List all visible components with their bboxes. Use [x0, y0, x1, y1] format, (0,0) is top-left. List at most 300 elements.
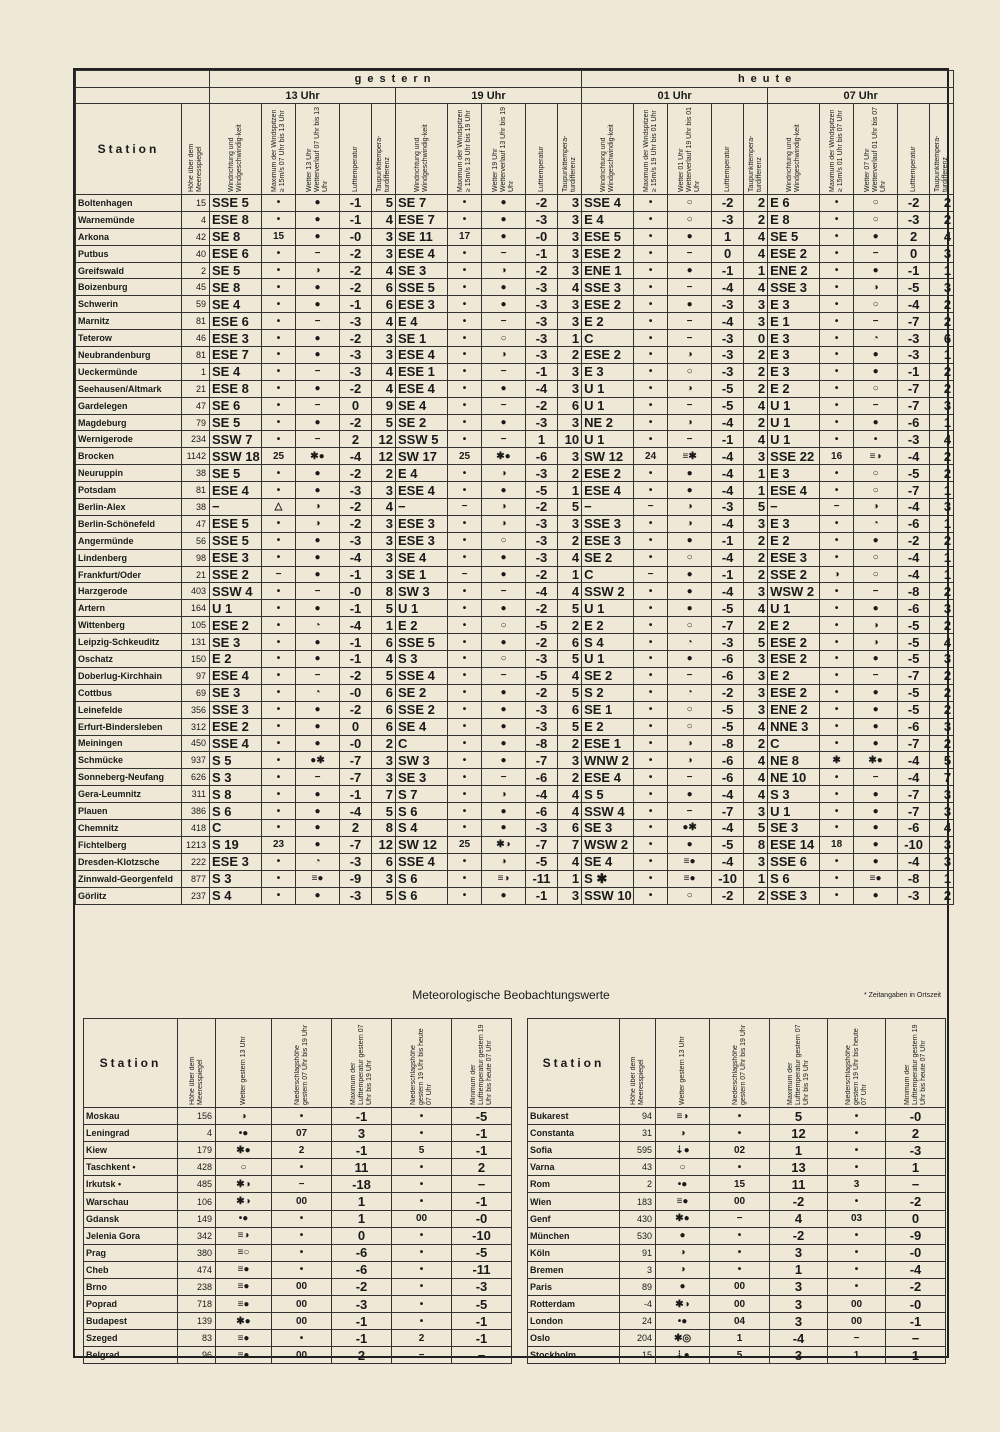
g19-windspitze: 17 — [448, 228, 482, 245]
g13-lufttemperatur: -4 — [340, 549, 372, 566]
h01-lufttemperatur: -3 — [712, 363, 744, 380]
h07-wind: U 1 — [768, 397, 820, 414]
table-row — [528, 1278, 946, 1295]
g19-wetter: ● — [482, 752, 526, 769]
h01-windspitze: • — [634, 313, 668, 330]
g13-wind: ESE 6 — [210, 313, 262, 330]
h01-wind: S 5 — [582, 786, 634, 803]
station-height: 403 — [182, 583, 210, 600]
g13-wetter: ● — [296, 718, 340, 735]
g19-wetter: ◑ — [482, 786, 526, 803]
h01-wind: S 4 — [582, 634, 634, 651]
g13-wetter: ◔ — [296, 684, 340, 701]
h07-windspitze: • — [820, 853, 854, 870]
station-height: 15 — [620, 1347, 656, 1364]
h01-wind: S 2 — [582, 684, 634, 701]
h07-windspitze: • — [820, 583, 854, 600]
g19-lufttemperatur: -1 — [526, 887, 558, 904]
g19-taupunktdifferenz: 2 — [558, 465, 582, 482]
maximum-temperatur: -1 — [332, 1313, 392, 1330]
table-row — [84, 1159, 512, 1176]
g19-wind: S 6 — [396, 870, 448, 887]
g13-windspitze: • — [262, 634, 296, 651]
g13-lufttemperatur: -9 — [340, 870, 372, 887]
station-name: Cottbus — [76, 684, 182, 701]
g13-wetter: ◔ — [296, 617, 340, 634]
col-header-3: Niederschlagshöhe gestern 07 Uhr bis 19 Uhr — [272, 1019, 332, 1108]
station-name: Constanta — [528, 1125, 620, 1142]
g19-lufttemperatur: -3 — [526, 651, 558, 668]
wetter: ≡○ — [216, 1244, 272, 1261]
station-height: 139 — [178, 1313, 216, 1330]
h01-taupunktdifferenz: 4 — [744, 600, 768, 617]
wetter: ✱● — [216, 1313, 272, 1330]
g19-wind: SW 3 — [396, 752, 448, 769]
h07-windspitze: • — [820, 887, 854, 904]
g19-wind: SE 2 — [396, 414, 448, 431]
h01-lufttemperatur: -4 — [712, 279, 744, 296]
station-name: Dresden-Klotzsche — [76, 853, 182, 870]
col-header-g13-0: Windrichtung und Windgeschwindig-keit — [210, 104, 262, 195]
g19-taupunktdifferenz: 5 — [558, 718, 582, 735]
g13-taupunktdifferenz: 4 — [372, 211, 396, 228]
col-header-4: Maximum der Lufttemperatur gestern 07 Uhr bis 19 Uhr — [332, 1019, 392, 1108]
station-height: 342 — [178, 1227, 216, 1244]
wetter: •● — [216, 1210, 272, 1227]
h07-taupunktdifferenz: 3 — [930, 245, 954, 262]
station-height: 106 — [178, 1193, 216, 1210]
g13-wind: ESE 5 — [210, 515, 262, 532]
niederschlag-tag: 00 — [710, 1296, 770, 1313]
g13-wetter: ● — [296, 532, 340, 549]
h07-wetter: ○ — [854, 482, 898, 499]
h01-wind: S ✱ — [582, 870, 634, 887]
g13-wetter: ● — [296, 701, 340, 718]
niederschlag-nacht: • — [392, 1296, 452, 1313]
table-row — [84, 1125, 512, 1142]
h07-wind: SSE 6 — [768, 853, 820, 870]
g19-wetter: − — [482, 769, 526, 786]
g13-windspitze: • — [262, 819, 296, 836]
g13-taupunktdifferenz: 3 — [372, 228, 396, 245]
g19-wind: SSW 5 — [396, 431, 448, 448]
h07-wind: E 8 — [768, 211, 820, 228]
niederschlag-nacht: • — [828, 1193, 886, 1210]
h01-taupunktdifferenz: 3 — [744, 515, 768, 532]
g13-wetter: ● — [296, 465, 340, 482]
niederschlag-nacht: • — [392, 1278, 452, 1295]
g19-windspitze: 25 — [448, 836, 482, 853]
g13-lufttemperatur: -2 — [340, 279, 372, 296]
h01-wind: U 1 — [582, 651, 634, 668]
h07-lufttemperatur: -1 — [898, 363, 930, 380]
h01-windspitze: • — [634, 634, 668, 651]
h07-windspitze: • — [820, 330, 854, 347]
g13-wind: − — [210, 499, 262, 516]
g13-wetter: − — [296, 667, 340, 684]
h07-wetter: − — [854, 583, 898, 600]
g13-taupunktdifferenz: 3 — [372, 330, 396, 347]
g13-wind: SE 8 — [210, 228, 262, 245]
station-height: 418 — [182, 819, 210, 836]
g13-wind: SSW 18 — [210, 448, 262, 465]
h01-wetter: ◑ — [668, 414, 712, 431]
h01-wetter: ◔ — [668, 684, 712, 701]
station-name: Boizenburg — [76, 279, 182, 296]
h07-lufttemperatur: 2 — [898, 228, 930, 245]
table-row — [76, 870, 954, 887]
maximum-temperatur: -6 — [332, 1261, 392, 1278]
g13-taupunktdifferenz: 6 — [372, 634, 396, 651]
h01-taupunktdifferenz: 5 — [744, 819, 768, 836]
h01-wind: SE 1 — [582, 701, 634, 718]
g13-wetter: ◑ — [296, 499, 340, 516]
h01-lufttemperatur: -4 — [712, 583, 744, 600]
h07-lufttemperatur: -10 — [898, 836, 930, 853]
g19-windspitze: • — [448, 870, 482, 887]
h07-wind: ESE 4 — [768, 482, 820, 499]
maximum-temperatur: -1 — [332, 1330, 392, 1347]
h01-windspitze: • — [634, 735, 668, 752]
station-name: Boltenhagen — [76, 195, 182, 212]
g13-windspitze: • — [262, 887, 296, 904]
maximum-temperatur: -2 — [770, 1227, 828, 1244]
h07-lufttemperatur: -4 — [898, 549, 930, 566]
maximum-temperatur: -1 — [332, 1108, 392, 1125]
h07-lufttemperatur: -3 — [898, 330, 930, 347]
h07-wind: ESE 2 — [768, 634, 820, 651]
h01-taupunktdifferenz: 3 — [744, 853, 768, 870]
g19-lufttemperatur: -2 — [526, 262, 558, 279]
col-header-h07-4: Taupunkttempera-turdifferenz — [930, 104, 954, 195]
station-height: 45 — [182, 279, 210, 296]
niederschlag-tag: 00 — [710, 1278, 770, 1295]
wetter: •● — [216, 1125, 272, 1142]
h07-wind: ENE 2 — [768, 262, 820, 279]
h07-taupunktdifferenz: 4 — [930, 431, 954, 448]
g13-wetter: ● — [296, 195, 340, 212]
g13-lufttemperatur: -2 — [340, 701, 372, 718]
table-row — [76, 836, 954, 853]
station-name: Ueckermünde — [76, 363, 182, 380]
minimum-temperatur: -10 — [452, 1227, 512, 1244]
g19-taupunktdifferenz: 3 — [558, 262, 582, 279]
h07-windspitze: • — [820, 363, 854, 380]
g13-wetter: ● — [296, 887, 340, 904]
h07-taupunktdifferenz: 3 — [930, 600, 954, 617]
niederschlag-tag: • — [272, 1244, 332, 1261]
maximum-temperatur: 11 — [770, 1176, 828, 1193]
h01-wetter: ≡✱ — [668, 448, 712, 465]
h01-taupunktdifferenz: 5 — [744, 499, 768, 516]
g19-wetter: ● — [482, 819, 526, 836]
col-header-h07-2: Wetter 07 Uhr Wetterverlauf 01 Uhr bis 07 Uhr — [854, 104, 898, 195]
g13-wind: ESE 3 — [210, 330, 262, 347]
maximum-temperatur: 5 — [770, 1108, 828, 1125]
g13-wetter: ● — [296, 651, 340, 668]
station-name: Gdansk — [84, 1210, 178, 1227]
g19-lufttemperatur: -6 — [526, 448, 558, 465]
table-row — [76, 549, 954, 566]
station-height: 150 — [182, 651, 210, 668]
g19-wetter: ● — [482, 279, 526, 296]
g19-lufttemperatur: -5 — [526, 617, 558, 634]
station-height: 311 — [182, 786, 210, 803]
col-header-1: Höhe über dem Meeresspiegel — [620, 1019, 656, 1108]
h07-wind: E 2 — [768, 617, 820, 634]
g13-taupunktdifferenz: 4 — [372, 499, 396, 516]
hoehe-header: Höhe über dem Meeresspiegel — [182, 104, 210, 195]
h07-wind: E 3 — [768, 363, 820, 380]
h07-wetter: ◑ — [854, 279, 898, 296]
h01-wetter: − — [668, 667, 712, 684]
h01-taupunktdifferenz: 4 — [744, 245, 768, 262]
h01-wind: ESE 1 — [582, 735, 634, 752]
g19-wind: SE 2 — [396, 684, 448, 701]
g13-wind: SE 3 — [210, 634, 262, 651]
niederschlag-tag: • — [710, 1125, 770, 1142]
g13-wetter: ● — [296, 228, 340, 245]
niederschlag-tag: • — [272, 1261, 332, 1278]
g13-wetter: ● — [296, 803, 340, 820]
h07-windspitze: ✱ — [820, 752, 854, 769]
h07-windspitze: • — [820, 228, 854, 245]
niederschlag-tag: 00 — [272, 1313, 332, 1330]
g19-lufttemperatur: -3 — [526, 414, 558, 431]
station-height: 937 — [182, 752, 210, 769]
g13-lufttemperatur: -0 — [340, 735, 372, 752]
g13-lufttemperatur: -2 — [340, 515, 372, 532]
g19-windspitze: • — [448, 431, 482, 448]
g19-lufttemperatur: -2 — [526, 634, 558, 651]
h01-taupunktdifferenz: 3 — [744, 448, 768, 465]
station-height: 450 — [182, 735, 210, 752]
table-row — [76, 600, 954, 617]
h07-windspitze: • — [820, 482, 854, 499]
g19-wind: ESE 7 — [396, 211, 448, 228]
station-name: München — [528, 1227, 620, 1244]
g19-taupunktdifferenz: 10 — [558, 431, 582, 448]
h07-wind: U 1 — [768, 431, 820, 448]
h07-wind: S 6 — [768, 870, 820, 887]
g19-taupunktdifferenz: 7 — [558, 836, 582, 853]
h07-windspitze: • — [820, 701, 854, 718]
station-height: 43 — [620, 1159, 656, 1176]
minimum-temperatur: -1 — [886, 1313, 946, 1330]
station-name: Wittenberg — [76, 617, 182, 634]
g19-taupunktdifferenz: 3 — [558, 887, 582, 904]
h01-taupunktdifferenz: 1 — [744, 262, 768, 279]
g19-wind: SE 1 — [396, 566, 448, 583]
table-row — [76, 718, 954, 735]
h07-lufttemperatur: -7 — [898, 380, 930, 397]
niederschlag-nacht: • — [392, 1244, 452, 1261]
g19-wetter: ● — [482, 414, 526, 431]
g13-windspitze: • — [262, 769, 296, 786]
g19-wind: SSE 5 — [396, 279, 448, 296]
h01-lufttemperatur: -6 — [712, 651, 744, 668]
g19-wetter: ≡◑ — [482, 870, 526, 887]
g19-lufttemperatur: -3 — [526, 549, 558, 566]
table-row — [76, 330, 954, 347]
g19-taupunktdifferenz: 3 — [558, 448, 582, 465]
niederschlag-tag: 00 — [272, 1278, 332, 1295]
g19-taupunktdifferenz: 4 — [558, 279, 582, 296]
h07-lufttemperatur: -7 — [898, 482, 930, 499]
station-height: 485 — [178, 1176, 216, 1193]
h07-wind: ESE 2 — [768, 245, 820, 262]
h01-taupunktdifferenz: 3 — [744, 296, 768, 313]
table-row — [84, 1278, 512, 1295]
h07-windspitze: − — [820, 499, 854, 516]
g19-taupunktdifferenz: 3 — [558, 414, 582, 431]
h01-wind: ENE 1 — [582, 262, 634, 279]
h01-lufttemperatur: -2 — [712, 195, 744, 212]
h01-taupunktdifferenz: 1 — [744, 870, 768, 887]
g13-windspitze: • — [262, 752, 296, 769]
table-row — [528, 1313, 946, 1330]
col-header-h07-3: Lufttemperatur — [898, 104, 930, 195]
h07-wetter: − — [854, 245, 898, 262]
g13-windspitze: • — [262, 211, 296, 228]
g19-windspitze: • — [448, 363, 482, 380]
g19-taupunktdifferenz: 3 — [558, 195, 582, 212]
g19-windspitze: • — [448, 279, 482, 296]
h07-lufttemperatur: -6 — [898, 718, 930, 735]
g13-wetter: ≡● — [296, 870, 340, 887]
h07-wetter: ≡● — [854, 870, 898, 887]
g13-taupunktdifferenz: 8 — [372, 583, 396, 600]
station-height: 4 — [182, 211, 210, 228]
g13-taupunktdifferenz: 6 — [372, 684, 396, 701]
table-row — [76, 262, 954, 279]
h01-wetter: − — [668, 803, 712, 820]
h01-wind: SE 4 — [582, 853, 634, 870]
h01-lufttemperatur: -4 — [712, 448, 744, 465]
h07-windspitze: • — [820, 735, 854, 752]
h07-wetter: ● — [854, 718, 898, 735]
h01-windspitze: • — [634, 786, 668, 803]
h07-lufttemperatur: -6 — [898, 515, 930, 532]
table-row — [76, 347, 954, 364]
g19-wind: U 1 — [396, 600, 448, 617]
h01-wetter: ○ — [668, 701, 712, 718]
station-height: 42 — [182, 228, 210, 245]
station-name: Kiew — [84, 1142, 178, 1159]
h07-wetter: ● — [854, 228, 898, 245]
g19-wetter: − — [482, 397, 526, 414]
g13-wind: SSE 5 — [210, 532, 262, 549]
minimum-temperatur: -1 — [452, 1125, 512, 1142]
g13-lufttemperatur: -3 — [340, 347, 372, 364]
g13-lufttemperatur: -1 — [340, 566, 372, 583]
h07-taupunktdifferenz: 2 — [930, 617, 954, 634]
g19-taupunktdifferenz: 6 — [558, 397, 582, 414]
maximum-temperatur: -1 — [332, 1142, 392, 1159]
g13-wind: ESE 8 — [210, 211, 262, 228]
h01-wind: U 1 — [582, 397, 634, 414]
station-height: 21 — [182, 380, 210, 397]
station-name: Frankfurt/Oder — [76, 566, 182, 583]
g19-lufttemperatur: -1 — [526, 363, 558, 380]
station-name: Sofia — [528, 1142, 620, 1159]
niederschlag-tag: • — [710, 1108, 770, 1125]
g13-wind: E 2 — [210, 651, 262, 668]
g19-wetter: ● — [482, 718, 526, 735]
h01-lufttemperatur: -4 — [712, 465, 744, 482]
niederschlag-tag: 04 — [710, 1313, 770, 1330]
maximum-temperatur: -2 — [332, 1278, 392, 1295]
g13-taupunktdifferenz: 5 — [372, 887, 396, 904]
h01-windspitze: • — [634, 532, 668, 549]
h07-wind: ESE 2 — [768, 651, 820, 668]
station-header: Station — [76, 104, 182, 195]
g13-windspitze: • — [262, 482, 296, 499]
h07-lufttemperatur: -4 — [898, 769, 930, 786]
table-row — [528, 1330, 946, 1347]
h01-taupunktdifferenz: 2 — [744, 617, 768, 634]
minimum-temperatur: -5 — [452, 1244, 512, 1261]
station-height: 83 — [178, 1330, 216, 1347]
wetter: ◑ — [656, 1261, 710, 1278]
table-row — [528, 1210, 946, 1227]
g13-wetter: − — [296, 769, 340, 786]
station-name: Seehausen/Altmark — [76, 380, 182, 397]
station-name: Doberlug-Kirchhain — [76, 667, 182, 684]
g13-windspitze: • — [262, 431, 296, 448]
station-height: 234 — [182, 431, 210, 448]
g13-wetter: ● — [296, 600, 340, 617]
h01-lufttemperatur: -2 — [712, 887, 744, 904]
g19-windspitze: • — [448, 330, 482, 347]
h01-wind: C — [582, 330, 634, 347]
h07-windspitze: • — [820, 549, 854, 566]
h07-taupunktdifferenz: 4 — [930, 228, 954, 245]
minimum-temperatur: -5 — [452, 1108, 512, 1125]
station-height: 98 — [182, 549, 210, 566]
maximum-temperatur: 3 — [770, 1244, 828, 1261]
g19-windspitze: • — [448, 651, 482, 668]
h07-lufttemperatur: -5 — [898, 651, 930, 668]
h01-windspitze: • — [634, 870, 668, 887]
station-height: 356 — [182, 701, 210, 718]
table-row — [76, 667, 954, 684]
col-header-g13-1: Maximum der Windspitzen ≥ 15m/s 07 Uhr bis 13 Uhr — [262, 104, 296, 195]
station-height: 31 — [620, 1125, 656, 1142]
h07-taupunktdifferenz: 2 — [930, 211, 954, 228]
g13-wind: S 8 — [210, 786, 262, 803]
station-height: 626 — [182, 769, 210, 786]
station-name: Plauen — [76, 803, 182, 820]
h01-taupunktdifferenz: 2 — [744, 195, 768, 212]
station-height: 105 — [182, 617, 210, 634]
h01-wetter: ◑ — [668, 735, 712, 752]
h07-taupunktdifferenz: 3 — [930, 803, 954, 820]
h01-windspitze: • — [634, 515, 668, 532]
h01-taupunktdifferenz: 2 — [744, 566, 768, 583]
h07-wetter: ● — [854, 651, 898, 668]
h07-lufttemperatur: -5 — [898, 617, 930, 634]
g19-lufttemperatur: -3 — [526, 347, 558, 364]
g13-wetter: ● — [296, 634, 340, 651]
h07-taupunktdifferenz: 1 — [930, 549, 954, 566]
g13-wind: SE 3 — [210, 684, 262, 701]
station-height: 59 — [182, 296, 210, 313]
g13-wind: ESE 6 — [210, 245, 262, 262]
international-left-table — [83, 1018, 512, 1364]
h07-windspitze: • — [820, 600, 854, 617]
station-name: Chemnitz — [76, 819, 182, 836]
